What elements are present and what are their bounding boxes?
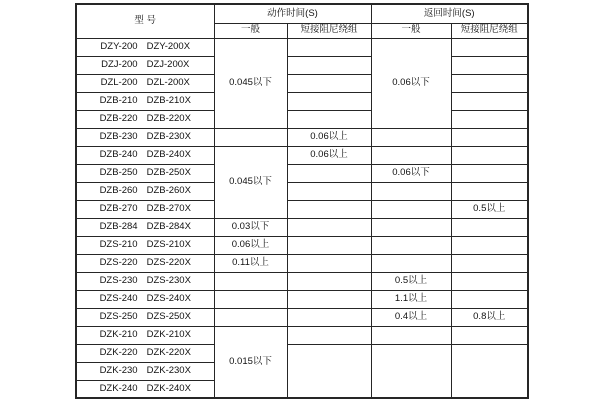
- cell-action-general: 0.11以上: [214, 254, 287, 272]
- table-row: [76, 218, 528, 236]
- cell-action-general: 0.015以下: [214, 326, 287, 398]
- model-name-variant: DZB-210X: [146, 94, 191, 106]
- model-cell: [76, 146, 214, 164]
- model-name-primary: DZK-240: [99, 382, 138, 394]
- model-cell: [76, 326, 214, 344]
- cell-return-general: [371, 146, 451, 164]
- table-row: [76, 308, 528, 326]
- header-action-damping: 短接阻尼绕组: [287, 23, 371, 38]
- model-name-primary: DZK-210: [99, 328, 138, 340]
- model-name-primary: DZS-240: [99, 292, 138, 304]
- model-cell: [76, 344, 214, 362]
- model-cell: [76, 74, 214, 92]
- cell-return-damping: [451, 182, 528, 200]
- cell-return-damping: [451, 218, 528, 236]
- cell-return-general: [371, 200, 451, 218]
- cell-return-damping: [451, 92, 528, 110]
- table-row: [76, 254, 528, 272]
- table-row: [76, 146, 528, 164]
- model-cell: [76, 362, 214, 380]
- model-name-primary: DZK-230: [99, 364, 138, 376]
- cell-return-damping: [451, 38, 528, 56]
- cell-return-general: 0.5以上: [371, 272, 451, 290]
- cell-action-damping: [287, 254, 371, 272]
- table-row: [76, 236, 528, 254]
- model-name-primary: DZB-270: [99, 202, 138, 214]
- model-name-primary: DZJ-200: [101, 58, 138, 70]
- cell-return-damping: [451, 164, 528, 182]
- header-return-general: 一般: [371, 23, 451, 38]
- model-name-variant: DZB-284X: [146, 220, 191, 232]
- model-name-primary: DZB-260: [99, 184, 138, 196]
- model-name-variant: DZJ-200X: [146, 58, 190, 70]
- cell-action-damping: [287, 164, 371, 182]
- cell-action-general: 0.045以下: [214, 146, 287, 218]
- cell-return-general: [371, 254, 451, 272]
- cell-action-damping: [287, 308, 371, 326]
- model-name-variant: DZS-240X: [146, 292, 191, 304]
- cell-action-damping: [287, 182, 371, 200]
- model-name-variant: DZB-250X: [146, 166, 191, 178]
- table-row: [76, 92, 528, 110]
- cell-action-damping: [287, 110, 371, 128]
- table-row: [76, 200, 528, 218]
- cell-action-damping: 0.06以上: [287, 146, 371, 164]
- model-cell: [76, 164, 214, 182]
- cell-action-general: [214, 308, 287, 326]
- table-row: [76, 56, 528, 74]
- cell-return-damping: [451, 128, 528, 146]
- model-name-primary: DZB-220: [99, 112, 138, 124]
- cell-action-damping: [287, 38, 371, 56]
- cell-return-general: [371, 344, 451, 398]
- model-name-variant: DZK-220X: [146, 346, 191, 358]
- cell-action-damping: [287, 56, 371, 74]
- table-row: [76, 326, 528, 344]
- table-row: [76, 164, 528, 182]
- cell-action-damping: [287, 344, 371, 398]
- model-name-variant: DZB-220X: [146, 112, 191, 124]
- cell-return-damping: [451, 236, 528, 254]
- model-name-primary: DZS-250: [99, 310, 138, 322]
- cell-return-damping: 0.5以上: [451, 200, 528, 218]
- cell-action-general: [214, 128, 287, 146]
- cell-action-damping: [287, 200, 371, 218]
- cell-return-general: [371, 326, 451, 344]
- cell-return-damping: 0.8以上: [451, 308, 528, 326]
- model-name-variant: DZB-270X: [146, 202, 191, 214]
- table-row: [76, 272, 528, 290]
- header-action-general: 一般: [214, 23, 287, 38]
- model-name-primary: DZS-230: [99, 274, 138, 286]
- cell-action-damping: [287, 272, 371, 290]
- model-cell: [76, 254, 214, 272]
- model-name-variant: DZB-230X: [146, 130, 191, 142]
- model-name-variant: DZS-230X: [146, 274, 191, 286]
- cell-return-damping: [451, 56, 528, 74]
- table-header: [76, 4, 528, 38]
- model-name-variant: DZK-240X: [146, 382, 191, 394]
- header-row-groups: [76, 4, 528, 23]
- table-row: [76, 344, 528, 362]
- model-name-primary: DZB-250: [99, 166, 138, 178]
- cell-return-general: [371, 236, 451, 254]
- cell-action-damping: [287, 326, 371, 344]
- table-body: [76, 38, 528, 398]
- model-cell: [76, 182, 214, 200]
- table-row: [76, 74, 528, 92]
- cell-return-damping: [451, 110, 528, 128]
- model-name-primary: DZK-220: [99, 346, 138, 358]
- cell-return-general: [371, 128, 451, 146]
- cell-return-general: [371, 218, 451, 236]
- cell-action-general: [214, 272, 287, 290]
- header-return-time-group: 返回时间(S): [371, 4, 528, 23]
- cell-action-general: 0.03以下: [214, 218, 287, 236]
- model-name-variant: DZK-230X: [146, 364, 191, 376]
- cell-return-general: 0.06以下: [371, 164, 451, 182]
- model-name-variant: DZS-250X: [146, 310, 191, 322]
- cell-return-damping: [451, 74, 528, 92]
- cell-action-general: 0.06以上: [214, 236, 287, 254]
- model-cell: [76, 308, 214, 326]
- model-name-variant: DZY-200X: [146, 40, 191, 52]
- model-name-primary: DZS-210: [99, 238, 138, 250]
- model-cell: [76, 38, 214, 56]
- model-name-primary: DZB-284: [99, 220, 138, 232]
- cell-action-general: [214, 290, 287, 308]
- cell-action-damping: [287, 74, 371, 92]
- cell-return-damping: [451, 290, 528, 308]
- model-cell: [76, 200, 214, 218]
- model-name-primary: DZL-200: [100, 76, 138, 88]
- model-cell: [76, 92, 214, 110]
- cell-action-damping: [287, 236, 371, 254]
- model-name-primary: DZB-240: [99, 148, 138, 160]
- model-name-primary: DZS-220: [99, 256, 138, 268]
- cell-action-damping: [287, 290, 371, 308]
- header-action-time-group: 动作时间(S): [214, 4, 371, 23]
- model-cell: [76, 272, 214, 290]
- cell-action-general: 0.045以下: [214, 38, 287, 128]
- table-row: [76, 110, 528, 128]
- cell-return-damping: [451, 344, 528, 398]
- header-model: 型 号: [76, 4, 214, 38]
- model-cell: [76, 110, 214, 128]
- cell-return-general: 0.4以上: [371, 308, 451, 326]
- model-cell: [76, 128, 214, 146]
- model-name-variant: DZL-200X: [146, 76, 190, 88]
- cell-return-damping: [451, 272, 528, 290]
- cell-action-damping: [287, 92, 371, 110]
- model-name-variant: DZB-260X: [146, 184, 191, 196]
- model-name-variant: DZB-240X: [146, 148, 191, 160]
- model-cell: [76, 218, 214, 236]
- table-row: [76, 128, 528, 146]
- header-return-damping: 短接阻尼绕组: [451, 23, 528, 38]
- model-name-variant: DZS-210X: [146, 238, 191, 250]
- model-name-primary: DZB-230: [99, 130, 138, 142]
- cell-return-damping: [451, 254, 528, 272]
- cell-return-general: [371, 182, 451, 200]
- cell-return-general: 0.06以下: [371, 38, 451, 128]
- cell-return-damping: [451, 146, 528, 164]
- cell-return-general: 1.1以上: [371, 290, 451, 308]
- table-row: [76, 38, 528, 56]
- spec-table: [75, 3, 529, 399]
- model-name-primary: DZY-200: [100, 40, 138, 52]
- cell-action-damping: 0.06以上: [287, 128, 371, 146]
- model-cell: [76, 380, 214, 398]
- model-cell: [76, 236, 214, 254]
- model-cell: [76, 56, 214, 74]
- model-name-variant: DZS-220X: [146, 256, 191, 268]
- model-name-variant: DZK-210X: [146, 328, 191, 340]
- model-name-primary: DZB-210: [99, 94, 138, 106]
- cell-action-damping: [287, 218, 371, 236]
- cell-return-damping: [451, 326, 528, 344]
- table-row: [76, 182, 528, 200]
- table-row: [76, 290, 528, 308]
- model-cell: [76, 290, 214, 308]
